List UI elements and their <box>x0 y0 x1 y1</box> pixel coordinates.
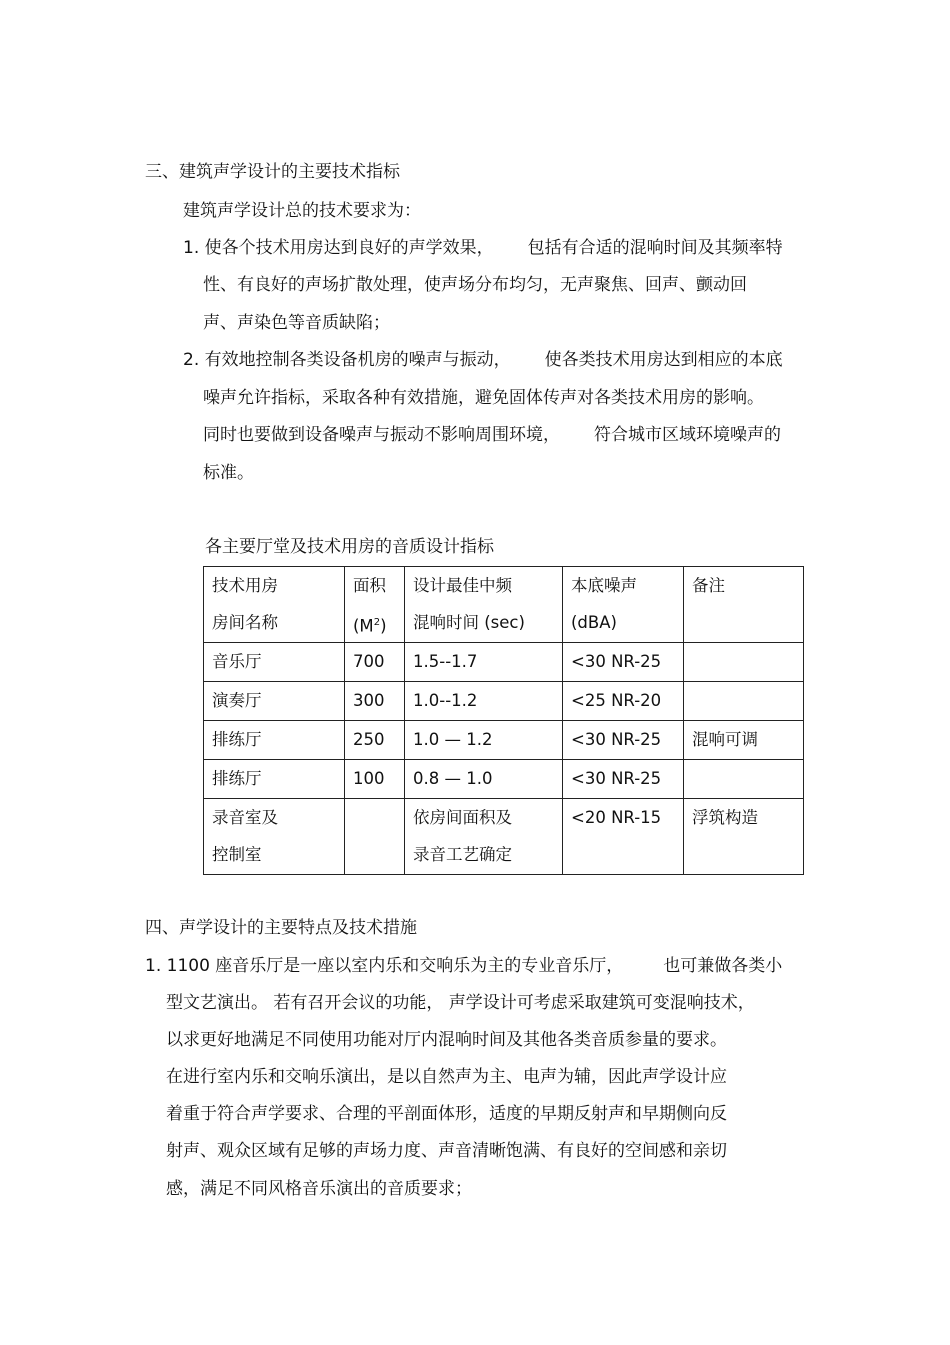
item2-line3-b: 符合城市区域环境噪声的 <box>594 425 781 445</box>
cell-room: 录音室及 控制室 <box>204 799 345 875</box>
cell-area: 300 <box>345 682 405 721</box>
cell-noise: <20 NR-15 <box>563 799 684 875</box>
cell-room: 排练厅 <box>204 721 345 760</box>
section4-line5: 着重于符合声学要求、合理的平剖面体形，适度的早期反射声和早期侧向反 <box>166 1104 727 1124</box>
section4-line3: 以求更好地满足不同使用功能对厅内混响时间及其他各类音质参量的要求。 <box>166 1030 727 1050</box>
header-reverb: 设计最佳中频 混响时间 (sec) <box>405 567 563 643</box>
section4-line6: 射声、观众区域有足够的声场力度、声音清晰饱满、有良好的空间感和亲切 <box>166 1141 727 1161</box>
cell-noise: <25 NR-20 <box>563 682 684 721</box>
section4-line4: 在进行室内乐和交响乐演出，是以自然声为主、电声为辅，因此声学设计应 <box>166 1067 727 1087</box>
item1-line1 <box>183 237 783 259</box>
section4-line1-a: 1. 1100 座音乐厅是一座以室内乐和交响乐为主的专业音乐厅， <box>145 956 624 976</box>
cell-note: 浮筑构造 <box>684 799 804 875</box>
cell-note <box>684 760 804 799</box>
cell-area: 250 <box>345 721 405 760</box>
cell-room: 演奏厅 <box>204 682 345 721</box>
cell-room: 音乐厅 <box>204 643 345 682</box>
table-row <box>204 760 804 799</box>
table-row <box>204 799 804 875</box>
item2-line1-b: 使各类技术用房达到相应的本底 <box>544 350 783 370</box>
cell-noise: <30 NR-25 <box>563 760 684 799</box>
table-row <box>204 721 804 760</box>
section3-heading: 三、建筑声学设计的主要技术指标 <box>145 162 400 182</box>
acoustic-spec-table <box>203 566 804 875</box>
cell-reverb: 1.5--1.7 <box>405 643 563 682</box>
item2-line3 <box>203 424 781 446</box>
cell-note <box>684 682 804 721</box>
item2-line1-a: 2. 有效地控制各类设备机房的噪声与振动， <box>183 350 511 370</box>
cell-area <box>345 799 405 875</box>
table-row <box>204 643 804 682</box>
item1-line1-b: 包括有合适的混响时间及其频率特 <box>527 238 783 258</box>
item1-line3: 声、声染色等音质缺陷； <box>203 313 390 333</box>
section4-line1 <box>145 955 782 977</box>
cell-reverb: 0.8 — 1.0 <box>405 760 563 799</box>
header-room: 技术用房 房间名称 <box>204 567 345 643</box>
item2-line2: 噪声允许指标，采取各种有效措施，避免固体传声对各类技术用房的影响。 <box>203 388 764 408</box>
cell-noise: <30 NR-25 <box>563 643 684 682</box>
cell-noise: <30 NR-25 <box>563 721 684 760</box>
section4-line1-b: 也可兼做各类小 <box>663 956 783 976</box>
cell-reverb: 1.0 — 1.2 <box>405 721 563 760</box>
item1-line1-a: 1. 使各个技术用房达到良好的声学效果， <box>183 238 494 258</box>
cell-area: 100 <box>345 760 405 799</box>
section4-line7: 感，满足不同风格音乐演出的音质要求； <box>166 1179 472 1199</box>
section3-intro: 建筑声学设计总的技术要求为： <box>183 201 421 221</box>
section4-heading: 四、声学设计的主要特点及技术措施 <box>145 918 417 938</box>
item2-line1 <box>183 349 783 371</box>
header-note: 备注 <box>684 567 804 643</box>
table-row <box>204 682 804 721</box>
section4-line2: 型文艺演出。 若有召开会议的功能， 声学设计可考虑采取建筑可变混响技术， <box>166 993 755 1013</box>
cell-area: 700 <box>345 643 405 682</box>
cell-note: 混响可调 <box>684 721 804 760</box>
item2-line3-a: 同时也要做到设备噪声与振动不影响周围环境， <box>203 425 560 445</box>
item2-line4: 标准。 <box>203 463 254 483</box>
table-header-row <box>204 567 804 643</box>
cell-note <box>684 643 804 682</box>
header-noise: 本底噪声 (dBA) <box>563 567 684 643</box>
table-caption: 各主要厅堂及技术用房的音质设计指标 <box>205 537 494 557</box>
header-area: 面积 $(M^2)$ <box>345 567 405 643</box>
cell-room: 排练厅 <box>204 760 345 799</box>
item1-line2: 性、有良好的声场扩散处理，使声场分布均匀，无声聚焦、回声、颤动回 <box>203 275 747 295</box>
cell-reverb: 依房间面积及 录音工艺确定 <box>405 799 563 875</box>
cell-reverb: 1.0--1.2 <box>405 682 563 721</box>
